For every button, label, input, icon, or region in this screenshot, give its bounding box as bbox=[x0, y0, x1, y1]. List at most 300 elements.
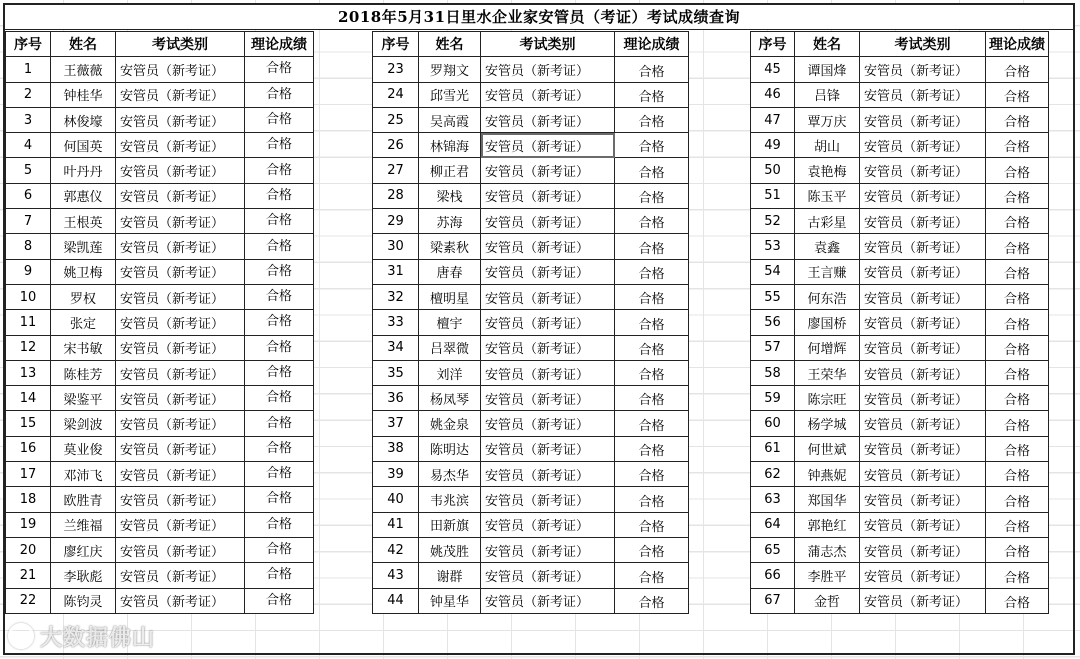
cell-score[interactable]: 合格 bbox=[986, 284, 1049, 309]
cell-name[interactable]: 梁栈 bbox=[419, 183, 481, 208]
cell-seq[interactable]: 16 bbox=[6, 436, 51, 461]
cell-score[interactable]: 合格 bbox=[615, 284, 689, 309]
cell-seq[interactable]: 44 bbox=[373, 588, 419, 613]
cell-name[interactable]: 刘洋 bbox=[419, 360, 481, 385]
cell-type[interactable]: 安管员（新考证） bbox=[860, 487, 986, 512]
cell-seq[interactable]: 10 bbox=[6, 284, 51, 309]
cell-name[interactable]: 钟燕妮 bbox=[795, 462, 860, 487]
cell-seq[interactable]: 43 bbox=[373, 563, 419, 588]
cell-type[interactable]: 安管员（新考证） bbox=[860, 57, 986, 82]
cell-score[interactable]: 合格 bbox=[615, 462, 689, 487]
cell-score[interactable]: 合格 bbox=[615, 259, 689, 284]
cell-score[interactable]: 合格 bbox=[245, 487, 314, 512]
cell-type[interactable]: 安管员（新考证） bbox=[481, 82, 615, 107]
cell-type[interactable]: 安管员（新考证） bbox=[116, 411, 245, 436]
cell-seq[interactable]: 23 bbox=[373, 57, 419, 82]
cell-seq[interactable]: 6 bbox=[6, 183, 51, 208]
cell-name[interactable]: 苏海 bbox=[419, 209, 481, 234]
cell-score[interactable]: 合格 bbox=[986, 158, 1049, 183]
cell-name[interactable]: 陈宗旺 bbox=[795, 386, 860, 411]
cell-score[interactable]: 合格 bbox=[615, 82, 689, 107]
cell-seq[interactable]: 61 bbox=[751, 436, 795, 461]
cell-seq[interactable]: 4 bbox=[6, 133, 51, 158]
cell-type[interactable]: 安管员（新考证） bbox=[481, 107, 615, 132]
table-row bbox=[751, 588, 1049, 613]
cell-name[interactable]: 林俊壕 bbox=[51, 107, 116, 132]
cell-type[interactable]: 安管员（新考证） bbox=[481, 588, 615, 613]
cell-name[interactable]: 吕翠微 bbox=[419, 335, 481, 360]
cell-name[interactable]: 郭艳红 bbox=[795, 512, 860, 537]
cell-score[interactable]: 合格 bbox=[615, 57, 689, 82]
cell-name[interactable]: 吕锋 bbox=[795, 82, 860, 107]
cell-type[interactable]: 安管员（新考证） bbox=[116, 183, 245, 208]
cell-score[interactable]: 合格 bbox=[245, 537, 314, 562]
cell-type[interactable]: 安管员（新考证） bbox=[116, 360, 245, 385]
cell-type[interactable]: 安管员（新考证） bbox=[481, 57, 615, 82]
cell-type[interactable]: 安管员（新考证） bbox=[860, 411, 986, 436]
header-type: 考试类别 bbox=[860, 32, 986, 57]
table-row bbox=[6, 436, 314, 461]
cell-name[interactable]: 胡山 bbox=[795, 133, 860, 158]
cell-type[interactable]: 安管员（新考证） bbox=[481, 386, 615, 411]
cell-seq[interactable]: 37 bbox=[373, 411, 419, 436]
cell-name[interactable]: 罗权 bbox=[51, 284, 116, 309]
cell-seq[interactable]: 51 bbox=[751, 183, 795, 208]
cell-type[interactable]: 安管员（新考证） bbox=[116, 563, 245, 588]
cell-score[interactable]: 合格 bbox=[615, 234, 689, 259]
cell-score[interactable]: 合格 bbox=[986, 411, 1049, 436]
cell-type[interactable]: 安管员（新考证） bbox=[116, 234, 245, 259]
cell-name[interactable]: 柳正君 bbox=[419, 158, 481, 183]
cell-name[interactable]: 陈玉平 bbox=[795, 183, 860, 208]
cell-type[interactable]: 安管员（新考证） bbox=[860, 133, 986, 158]
table-row bbox=[6, 133, 314, 158]
cell-type[interactable]: 安管员（新考证） bbox=[481, 183, 615, 208]
cell-type[interactable]: 安管员（新考证） bbox=[860, 360, 986, 385]
cell-score[interactable]: 合格 bbox=[986, 563, 1049, 588]
cell-seq[interactable]: 18 bbox=[6, 487, 51, 512]
table-row bbox=[6, 183, 314, 208]
cell-score[interactable]: 合格 bbox=[245, 284, 314, 309]
cell-type[interactable]: 安管员（新考证） bbox=[860, 462, 986, 487]
table-row bbox=[6, 310, 314, 335]
cell-seq[interactable]: 21 bbox=[6, 563, 51, 588]
cell-type[interactable]: 安管员（新考证） bbox=[860, 310, 986, 335]
cell-type[interactable]: 安管员（新考证） bbox=[860, 436, 986, 461]
cell-score[interactable]: 合格 bbox=[245, 335, 314, 360]
table-row bbox=[6, 588, 314, 613]
cell-seq[interactable]: 30 bbox=[373, 234, 419, 259]
cell-name[interactable]: 袁鑫 bbox=[795, 234, 860, 259]
cell-type[interactable]: 安管员（新考证） bbox=[116, 537, 245, 562]
cell-seq[interactable]: 41 bbox=[373, 512, 419, 537]
cell-name[interactable]: 易杰华 bbox=[419, 462, 481, 487]
cell-seq[interactable]: 67 bbox=[751, 588, 795, 613]
cell-name[interactable]: 袁艳梅 bbox=[795, 158, 860, 183]
cell-type[interactable]: 安管员（新考证） bbox=[860, 209, 986, 234]
cell-seq[interactable]: 22 bbox=[6, 588, 51, 613]
cell-type[interactable]: 安管员（新考证） bbox=[860, 284, 986, 309]
cell-seq[interactable]: 7 bbox=[6, 209, 51, 234]
cell-name[interactable]: 叶丹丹 bbox=[51, 158, 116, 183]
cell-type[interactable]: 安管员（新考证） bbox=[860, 107, 986, 132]
cell-score[interactable]: 合格 bbox=[245, 259, 314, 284]
cell-name[interactable]: 梁素秋 bbox=[419, 234, 481, 259]
cell-name[interactable]: 陈明达 bbox=[419, 436, 481, 461]
cell-type[interactable]: 安管员（新考证） bbox=[116, 107, 245, 132]
cell-type[interactable]: 安管员（新考证） bbox=[116, 158, 245, 183]
cell-type[interactable]: 安管员（新考证） bbox=[116, 436, 245, 461]
cell-name[interactable]: 姚卫梅 bbox=[51, 259, 116, 284]
cell-type[interactable]: 安管员（新考证） bbox=[481, 462, 615, 487]
cell-type[interactable]: 安管员（新考证） bbox=[860, 563, 986, 588]
cell-seq[interactable]: 40 bbox=[373, 487, 419, 512]
cell-type[interactable]: 安管员（新考证） bbox=[481, 209, 615, 234]
cell-score[interactable]: 合格 bbox=[245, 588, 314, 613]
cell-name[interactable]: 廖红庆 bbox=[51, 537, 116, 562]
header-score: 理论成绩 bbox=[986, 32, 1049, 57]
cell-seq[interactable]: 12 bbox=[6, 335, 51, 360]
cell-name[interactable]: 梁凯莲 bbox=[51, 234, 116, 259]
cell-score[interactable]: 合格 bbox=[986, 209, 1049, 234]
cell-seq[interactable]: 50 bbox=[751, 158, 795, 183]
table-row bbox=[751, 158, 1049, 183]
watermark-logo-icon bbox=[8, 623, 34, 649]
cell-type[interactable]: 安管员（新考证） bbox=[860, 588, 986, 613]
cell-score[interactable]: 合格 bbox=[986, 234, 1049, 259]
cell-seq[interactable]: 2 bbox=[6, 82, 51, 107]
cell-seq[interactable]: 11 bbox=[6, 310, 51, 335]
cell-score[interactable]: 合格 bbox=[986, 82, 1049, 107]
cell-score[interactable]: 合格 bbox=[615, 107, 689, 132]
cell-name[interactable]: 王言赚 bbox=[795, 259, 860, 284]
cell-score[interactable]: 合格 bbox=[986, 360, 1049, 385]
cell-score[interactable]: 合格 bbox=[615, 487, 689, 512]
cell-name[interactable]: 林锦海 bbox=[419, 133, 481, 158]
table-row bbox=[373, 563, 689, 588]
cell-type[interactable]: 安管员（新考证） bbox=[481, 563, 615, 588]
cell-name[interactable]: 唐春 bbox=[419, 259, 481, 284]
cell-type[interactable]: 安管员（新考证） bbox=[481, 158, 615, 183]
cell-score[interactable]: 合格 bbox=[986, 259, 1049, 284]
header-name: 姓名 bbox=[795, 32, 860, 57]
cell-score[interactable]: 合格 bbox=[615, 335, 689, 360]
cell-name[interactable]: 梁鉴平 bbox=[51, 386, 116, 411]
cell-name[interactable]: 檀明星 bbox=[419, 284, 481, 309]
cell-type[interactable]: 安管员（新考证） bbox=[860, 537, 986, 562]
cell-seq[interactable]: 64 bbox=[751, 512, 795, 537]
cell-score[interactable]: 合格 bbox=[986, 335, 1049, 360]
cell-score[interactable]: 合格 bbox=[986, 310, 1049, 335]
cell-seq[interactable]: 39 bbox=[373, 462, 419, 487]
cell-name[interactable]: 梁剑波 bbox=[51, 411, 116, 436]
cell-seq[interactable]: 58 bbox=[751, 360, 795, 385]
table-row bbox=[373, 512, 689, 537]
cell-type[interactable]: 安管员（新考证） bbox=[481, 133, 615, 158]
cell-score[interactable]: 合格 bbox=[245, 183, 314, 208]
cell-name[interactable]: 罗翔文 bbox=[419, 57, 481, 82]
table-row bbox=[6, 259, 314, 284]
cell-score[interactable]: 合格 bbox=[986, 462, 1049, 487]
cell-name[interactable]: 金哲 bbox=[795, 588, 860, 613]
cell-seq[interactable]: 13 bbox=[6, 360, 51, 385]
cell-seq[interactable]: 59 bbox=[751, 386, 795, 411]
table-row bbox=[751, 259, 1049, 284]
cell-type[interactable]: 安管员（新考证） bbox=[116, 57, 245, 82]
table-row bbox=[751, 563, 1049, 588]
cell-name[interactable]: 田新旗 bbox=[419, 512, 481, 537]
cell-score[interactable]: 合格 bbox=[986, 133, 1049, 158]
cell-score[interactable]: 合格 bbox=[245, 563, 314, 588]
cell-seq[interactable]: 55 bbox=[751, 284, 795, 309]
header-name: 姓名 bbox=[51, 32, 116, 57]
cell-type[interactable]: 安管员（新考证） bbox=[481, 284, 615, 309]
cell-seq[interactable]: 52 bbox=[751, 209, 795, 234]
table-row bbox=[6, 57, 314, 82]
cell-seq[interactable]: 60 bbox=[751, 411, 795, 436]
cell-seq[interactable]: 29 bbox=[373, 209, 419, 234]
cell-score[interactable]: 合格 bbox=[245, 411, 314, 436]
cell-score[interactable]: 合格 bbox=[615, 411, 689, 436]
cell-seq[interactable]: 49 bbox=[751, 133, 795, 158]
header-type: 考试类别 bbox=[481, 32, 615, 57]
cell-seq[interactable]: 53 bbox=[751, 234, 795, 259]
cell-name[interactable]: 王薇薇 bbox=[51, 57, 116, 82]
cell-score[interactable]: 合格 bbox=[245, 436, 314, 461]
cell-name[interactable]: 邓沛飞 bbox=[51, 462, 116, 487]
cell-score[interactable]: 合格 bbox=[615, 310, 689, 335]
cell-type[interactable]: 安管员（新考证） bbox=[116, 512, 245, 537]
cell-type[interactable]: 安管员（新考证） bbox=[481, 537, 615, 562]
cell-type[interactable]: 安管员（新考证） bbox=[481, 259, 615, 284]
cell-score[interactable]: 合格 bbox=[615, 537, 689, 562]
cell-name[interactable]: 姚茂胜 bbox=[419, 537, 481, 562]
cell-type[interactable]: 安管员（新考证） bbox=[481, 310, 615, 335]
cell-score[interactable]: 合格 bbox=[245, 57, 314, 82]
cell-score[interactable]: 合格 bbox=[615, 563, 689, 588]
cell-score[interactable]: 合格 bbox=[986, 183, 1049, 208]
cell-score[interactable]: 合格 bbox=[986, 436, 1049, 461]
cell-name[interactable]: 古彩星 bbox=[795, 209, 860, 234]
table-row bbox=[373, 335, 689, 360]
cell-seq[interactable]: 1 bbox=[6, 57, 51, 82]
cell-type[interactable]: 安管员（新考证） bbox=[860, 158, 986, 183]
cell-seq[interactable]: 8 bbox=[6, 234, 51, 259]
table-row bbox=[373, 436, 689, 461]
cell-name[interactable]: 何增辉 bbox=[795, 335, 860, 360]
cell-type[interactable]: 安管员（新考证） bbox=[116, 284, 245, 309]
cell-seq[interactable]: 35 bbox=[373, 360, 419, 385]
cell-score[interactable]: 合格 bbox=[986, 588, 1049, 613]
cell-seq[interactable]: 24 bbox=[373, 82, 419, 107]
cell-score[interactable]: 合格 bbox=[615, 158, 689, 183]
cell-seq[interactable]: 32 bbox=[373, 284, 419, 309]
cell-type[interactable]: 安管员（新考证） bbox=[116, 259, 245, 284]
cell-name[interactable]: 韦兆滨 bbox=[419, 487, 481, 512]
cell-type[interactable]: 安管员（新考证） bbox=[481, 335, 615, 360]
cell-type[interactable]: 安管员（新考证） bbox=[116, 386, 245, 411]
header-seq: 序号 bbox=[6, 32, 51, 57]
cell-score[interactable]: 合格 bbox=[986, 487, 1049, 512]
table-row bbox=[373, 57, 689, 82]
cell-seq[interactable]: 14 bbox=[6, 386, 51, 411]
cell-score[interactable]: 合格 bbox=[615, 386, 689, 411]
cell-name[interactable]: 何国英 bbox=[51, 133, 116, 158]
cell-name[interactable]: 王荣华 bbox=[795, 360, 860, 385]
cell-score[interactable]: 合格 bbox=[245, 462, 314, 487]
cell-name[interactable]: 杨学城 bbox=[795, 411, 860, 436]
cell-seq[interactable]: 65 bbox=[751, 537, 795, 562]
cell-type[interactable]: 安管员（新考证） bbox=[860, 82, 986, 107]
cell-seq[interactable]: 25 bbox=[373, 107, 419, 132]
cell-score[interactable]: 合格 bbox=[245, 107, 314, 132]
cell-name[interactable]: 李耿彪 bbox=[51, 563, 116, 588]
table-row bbox=[751, 335, 1049, 360]
cell-type[interactable]: 安管员（新考证） bbox=[481, 436, 615, 461]
cell-type[interactable]: 安管员（新考证） bbox=[116, 310, 245, 335]
cell-score[interactable]: 合格 bbox=[245, 360, 314, 385]
cell-name[interactable]: 何世斌 bbox=[795, 436, 860, 461]
cell-score[interactable]: 合格 bbox=[615, 436, 689, 461]
table-row bbox=[6, 360, 314, 385]
table-row bbox=[751, 487, 1049, 512]
cell-name[interactable]: 覃万庆 bbox=[795, 107, 860, 132]
cell-name[interactable]: 邱雪光 bbox=[419, 82, 481, 107]
cell-name[interactable]: 姚金泉 bbox=[419, 411, 481, 436]
cell-score[interactable]: 合格 bbox=[615, 209, 689, 234]
cell-name[interactable]: 陈钧灵 bbox=[51, 588, 116, 613]
cell-name[interactable]: 郭惠仪 bbox=[51, 183, 116, 208]
cell-score[interactable]: 合格 bbox=[245, 82, 314, 107]
cell-seq[interactable]: 57 bbox=[751, 335, 795, 360]
cell-type[interactable]: 安管员（新考证） bbox=[481, 512, 615, 537]
cell-seq[interactable]: 5 bbox=[6, 158, 51, 183]
cell-name[interactable]: 吴高霞 bbox=[419, 107, 481, 132]
table-row bbox=[373, 537, 689, 562]
cell-name[interactable]: 郑国华 bbox=[795, 487, 860, 512]
cell-name[interactable]: 宋书敏 bbox=[51, 335, 116, 360]
cell-seq[interactable]: 31 bbox=[373, 259, 419, 284]
cell-name[interactable]: 钟桂华 bbox=[51, 82, 116, 107]
cell-type[interactable]: 安管员（新考证） bbox=[481, 411, 615, 436]
cell-score[interactable]: 合格 bbox=[615, 588, 689, 613]
cell-score[interactable]: 合格 bbox=[615, 360, 689, 385]
cell-type[interactable]: 安管员（新考证） bbox=[860, 259, 986, 284]
cell-score[interactable]: 合格 bbox=[615, 133, 689, 158]
cell-seq[interactable]: 17 bbox=[6, 462, 51, 487]
cell-score[interactable]: 合格 bbox=[615, 512, 689, 537]
cell-seq[interactable]: 33 bbox=[373, 310, 419, 335]
cell-score[interactable]: 合格 bbox=[245, 512, 314, 537]
cell-score[interactable]: 合格 bbox=[986, 386, 1049, 411]
cell-name[interactable]: 王根英 bbox=[51, 209, 116, 234]
cell-name[interactable]: 蒲志杰 bbox=[795, 537, 860, 562]
cell-type[interactable]: 安管员（新考证） bbox=[860, 335, 986, 360]
header-type: 考试类别 bbox=[116, 32, 245, 57]
cell-seq[interactable]: 27 bbox=[373, 158, 419, 183]
cell-score[interactable]: 合格 bbox=[245, 209, 314, 234]
cell-name[interactable]: 谢群 bbox=[419, 563, 481, 588]
cell-score[interactable]: 合格 bbox=[986, 512, 1049, 537]
cell-name[interactable]: 何东浩 bbox=[795, 284, 860, 309]
cell-score[interactable]: 合格 bbox=[986, 537, 1049, 562]
cell-type[interactable]: 安管员（新考证） bbox=[860, 183, 986, 208]
cell-score[interactable]: 合格 bbox=[245, 386, 314, 411]
cell-seq[interactable]: 36 bbox=[373, 386, 419, 411]
header-name: 姓名 bbox=[419, 32, 481, 57]
cell-type[interactable]: 安管员（新考证） bbox=[481, 360, 615, 385]
cell-name[interactable]: 杨凤琴 bbox=[419, 386, 481, 411]
cell-type[interactable]: 安管员（新考证） bbox=[860, 512, 986, 537]
cell-seq[interactable]: 47 bbox=[751, 107, 795, 132]
cell-type[interactable]: 安管员（新考证） bbox=[116, 462, 245, 487]
table-row bbox=[373, 411, 689, 436]
cell-seq[interactable]: 56 bbox=[751, 310, 795, 335]
cell-type[interactable]: 安管员（新考证） bbox=[116, 209, 245, 234]
cell-type[interactable]: 安管员（新考证） bbox=[116, 335, 245, 360]
table-row bbox=[751, 386, 1049, 411]
cell-score[interactable]: 合格 bbox=[986, 107, 1049, 132]
cell-name[interactable]: 兰维福 bbox=[51, 512, 116, 537]
cell-name[interactable]: 陈桂芳 bbox=[51, 360, 116, 385]
cell-seq[interactable]: 9 bbox=[6, 259, 51, 284]
cell-seq[interactable]: 46 bbox=[751, 82, 795, 107]
cell-name[interactable]: 檀宇 bbox=[419, 310, 481, 335]
cell-score[interactable]: 合格 bbox=[986, 57, 1049, 82]
cell-name[interactable]: 钟星华 bbox=[419, 588, 481, 613]
cell-seq[interactable]: 3 bbox=[6, 107, 51, 132]
cell-score[interactable]: 合格 bbox=[245, 158, 314, 183]
cell-name[interactable]: 莫业俊 bbox=[51, 436, 116, 461]
cell-score[interactable]: 合格 bbox=[615, 183, 689, 208]
cell-score[interactable]: 合格 bbox=[245, 234, 314, 259]
cell-type[interactable]: 安管员（新考证） bbox=[481, 487, 615, 512]
cell-type[interactable]: 安管员（新考证） bbox=[116, 82, 245, 107]
sheet-title: 2018年5月31日里水企业家安管员（考证）考试成绩查询 bbox=[5, 5, 1073, 30]
cell-seq[interactable]: 34 bbox=[373, 335, 419, 360]
cell-score[interactable]: 合格 bbox=[245, 133, 314, 158]
cell-seq[interactable]: 66 bbox=[751, 563, 795, 588]
cell-type[interactable]: 安管员（新考证） bbox=[860, 386, 986, 411]
cell-name[interactable]: 谭国烽 bbox=[795, 57, 860, 82]
cell-seq[interactable]: 63 bbox=[751, 487, 795, 512]
cell-seq[interactable]: 19 bbox=[6, 512, 51, 537]
table-row bbox=[373, 209, 689, 234]
cell-name[interactable]: 廖国桥 bbox=[795, 310, 860, 335]
cell-seq[interactable]: 20 bbox=[6, 537, 51, 562]
cell-type[interactable]: 安管员（新考证） bbox=[116, 487, 245, 512]
cell-score[interactable]: 合格 bbox=[245, 310, 314, 335]
cell-name[interactable]: 欧胜青 bbox=[51, 487, 116, 512]
watermark-text: 大数据佛山 bbox=[40, 625, 156, 651]
cell-seq[interactable]: 54 bbox=[751, 259, 795, 284]
cell-type[interactable]: 安管员（新考证） bbox=[481, 234, 615, 259]
cell-seq[interactable]: 62 bbox=[751, 462, 795, 487]
cell-seq[interactable]: 15 bbox=[6, 411, 51, 436]
cell-seq[interactable]: 28 bbox=[373, 183, 419, 208]
cell-seq[interactable]: 45 bbox=[751, 57, 795, 82]
cell-seq[interactable]: 42 bbox=[373, 537, 419, 562]
cell-name[interactable]: 张定 bbox=[51, 310, 116, 335]
header-seq: 序号 bbox=[373, 32, 419, 57]
cell-type[interactable]: 安管员（新考证） bbox=[116, 588, 245, 613]
table-row bbox=[751, 284, 1049, 309]
cell-type[interactable]: 安管员（新考证） bbox=[860, 234, 986, 259]
cell-seq[interactable]: 38 bbox=[373, 436, 419, 461]
cell-seq[interactable]: 26 bbox=[373, 133, 419, 158]
cell-name[interactable]: 李胜平 bbox=[795, 563, 860, 588]
cell-type[interactable]: 安管员（新考证） bbox=[116, 133, 245, 158]
